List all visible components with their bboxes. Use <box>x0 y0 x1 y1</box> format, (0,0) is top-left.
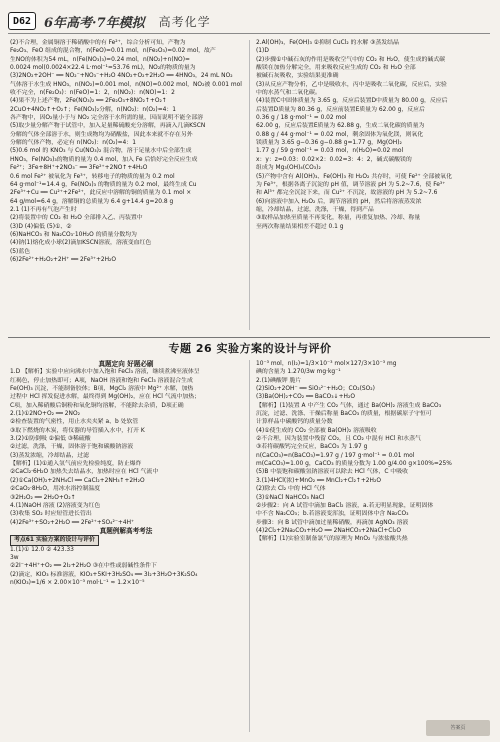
text-line: 3.(2)①防倒吸 ②偏低 ③稀硫酸 <box>10 436 91 443</box>
text-line: 2.(1)①2NO+O₂ ══ 2NO₂ <box>10 411 80 418</box>
subject-title: 高考化学 <box>158 14 211 29</box>
text-line: 2.1 (1)不再有气泡产生时 <box>10 206 77 213</box>
text-line: 真题定向 好题必刷 <box>98 360 154 368</box>
text-line: (4)①使生成的 CO₂ 全部被 Ba(OH)₂ 溶液吸收 <box>256 427 377 434</box>
text-line: 气体溶于水生成 HNO₃，n(NO₂)=0.001 mol，n(NO)=0.002 mol，NO₂被 0.001 mol <box>10 81 242 88</box>
text-line: 0.88 g / 44 g·mol⁻¹ = 0.02 mol，剩余固体为氧化镁，则氧化 <box>256 131 424 138</box>
text-line: 4.(1)NaOH 溶液 (2)溶液变为红色 <box>10 502 101 509</box>
text-line: ②2I⁻+4H⁺+O₂ ══ 2I₂+2H₂O ③在中性或弱碱性条件下 <box>10 563 157 570</box>
text-line: 步骤3：向 B 试管中滴加过量稀硝酸，再滴加 AgNO₃ 溶液 <box>256 519 409 526</box>
text-line: 后装置D质量为 80.36 g，反应前装置E质量为 62.00 g，反应后 <box>256 106 425 113</box>
text-line: 被碱石灰吸收，实验结果更准确 <box>256 73 339 80</box>
text-line: ③取样品加热至质量不再变化，称量，再重复加热、冷却、称量 <box>256 215 421 222</box>
text-line: 缩，冷却结晶，过滤，洗涤，干燥，得到产品 <box>256 206 374 213</box>
text-line: 1.D 【解析】实验中应向沸水中加入饱和 FeCl₃ 溶液，继续煮沸至液体呈 <box>10 369 200 376</box>
text-line: Fe²⁺；3Fe+8H⁺+2NO₃⁻ ══ 3Fe²⁺+2NO↑+4H₂O <box>10 165 148 172</box>
text-line: (3)①NaCl NaHCO₃ NaCl <box>256 494 325 501</box>
text-line: (4)装置C中固体质量为 3.65 g，反应后装置D中质量为 80.00 g，反应后 <box>256 98 448 105</box>
left-column-top <box>10 39 242 264</box>
page-number-badge: D62 <box>8 12 36 30</box>
text-line: m(CaCO₃)=1.00 g，CaCO₃ 的质量分数为 1.00 g/4.00 g×100%=25% <box>256 461 452 468</box>
text-line: 3.(1)4HCl(浓)+MnO₂ ══ MnCl₂+Cl₂↑+2H₂O <box>256 477 381 484</box>
text-line: Fe(OH)₃ 沉淀，不能制备胶体；B项，MgCl₂ 溶液中 Mg²⁺ 水解，加热 <box>10 386 194 393</box>
text-line: ③2H₂O₂ ══ 2H₂O+O₂↑ <box>10 494 76 501</box>
text-line: 1.(1)① 12.0 ② 423.33 <box>10 546 74 553</box>
text-line: 生NO的体积为54 mL，n(Fe(NO₃)₃)=0.24 mol，n(NO₂)+n(NO)= <box>10 56 190 63</box>
text-line: 沉淀，过滤、洗涤、干燥后称量 BaCO₃ 的质量，根据碳原子守恒可 <box>256 411 432 418</box>
text-line: 2.Al(OH)₃，Fe(OH)₃ ②抑制 CuCl₂ 的水解 ③蒸发结晶 <box>256 40 399 46</box>
text-line: (6)向溶液中加入 H₂O₂ 后，调节溶液的 pH，然后将溶液蒸发浓 <box>256 198 422 205</box>
text-line: (6)NaHCO₃ 和 Na₂CO₃·10H₂O 的质量分数均为 <box>10 231 137 238</box>
text-line: (5)蓝色 <box>10 248 31 255</box>
text-line: 2CuO+4NO₂↑+O₂↑；Fe(NO₃)₂分解，n(NO₂)：n(O₂)=4：1 <box>10 106 177 113</box>
text-line: n(KIO₃)=1/6 × 2.00×10⁻³ mol·L⁻¹ ≈ 1.2×10⁻⁵ <box>10 579 145 586</box>
brand-logo-text: 6年高考·7年模拟 <box>44 15 145 31</box>
text-line: ②不合理，因为装置中残留 CO₂，且 CO₂ 中混有 HCl 和水蒸气 <box>256 436 421 443</box>
text-line: HNO₃，Fe(NO₃)₃的物质的量为 0.4 mol，加入 Fe 后恰好完全反应生成 <box>10 156 198 163</box>
topic-title: 专题 26 实验方案的设计与评价 <box>168 342 332 355</box>
text-line: ②CaO₂·8H₂O，用冰水浴控制温度 <box>10 486 101 493</box>
text-line: (2)滴定，KIO₃ 标准溶液，KIO₃+5KI+3H₂SO₄ ══ 3I₂+3H₂O+3K₂SO₄ <box>10 571 198 578</box>
text-line: 2.(1)碘酸钾 脆片 <box>256 377 302 384</box>
text-line: (3)收集 SO₂ 时应短管进长管出 <box>10 511 92 518</box>
text-line: ②检查装置的气密性，用止水夹夹紧 a、b 处软管 <box>10 419 139 426</box>
header-rule <box>8 33 490 34</box>
text-line: (2)不合理，金属铜溶于稀硝酸中的有 Fe²⁺，综合分析可知，产物为 <box>10 40 186 46</box>
text-line: 真题例解高考考法 <box>99 526 153 535</box>
text-line: 中的水蒸气和二氧化碳。 <box>256 90 321 97</box>
text-line: 64 g·mol⁻¹=14.4 g，Fe(NO₃)₃ 的物质的量为 0.2 mol，最终生成 Cu <box>10 181 197 188</box>
text-line: 组成为 Mg₃(OH)₄(CO₃)₂ <box>256 165 321 172</box>
text-line: (6)2Fe²⁺+H₂O₂+2H⁺ ══ 2Fe³⁺+2H₂O <box>10 256 117 263</box>
text-line: n(CaCO₃)=n(BaCO₃)=1.97 g / 197 g·mol⁻¹ = 0.01 mol <box>256 452 415 459</box>
text-line: (3)蒸发浓缩，冷却结晶，过滤 <box>10 452 90 459</box>
text-line: 0.36 g / 18 g·mol⁻¹ = 0.02 mol <box>256 115 347 122</box>
text-line: (2)除去 Cl₂ 中的 HCl 气体 <box>256 486 326 493</box>
text-line: (3)Ba(OH)₂+CO₂ ══ BaCO₃↓+H₂O <box>256 394 355 401</box>
right-column-bottom <box>256 360 488 544</box>
text-line: (4)果不为上述产物，2Fe(NO₃)₂ ══ 2Fe₂O₃+8NO₂↑+O₂↑ <box>10 98 167 105</box>
text-line: ②步骤2：向 A 试管中滴加 BaCl₂ 溶液，a.若无明显现象，证明固体 <box>256 502 434 509</box>
text-line: 过程中 HCl 挥发促进水解，最终得到 Mg(OH)₂，应在 HCl 气流中加热； <box>10 394 201 401</box>
text-line: 0.0024 mol(0.0024×22.4 L·mol⁻¹=53.76 mL)，NO₂的物质的量为 <box>10 65 196 72</box>
text-line: (5)B 中装饱和碳酸氢钠溶液可以除去 HCl 气体，C 中吸收 <box>256 469 408 476</box>
column-separator-bottom <box>249 360 250 732</box>
kaodian-tag: 考点61 实验方案的设计与评价 <box>10 535 99 545</box>
text-line: 分解的气体产物，必定有 n(NO₂)：n(O₂)=4：1 <box>10 140 136 147</box>
text-line: 0.6 mol Fe²⁺ 被氧化为 Fe³⁺，转移电子的物质的量为 0.2 mol <box>10 173 175 180</box>
text-line: 1.77 g / 59 g·mol⁻¹ = 0.03 mol，n(H₂O)=0.02 mol <box>256 148 404 155</box>
text-line: 64 g/mol=6.4 g，溶解铜的总质量为 6.4 g+14.4 g=20.8 g <box>10 198 174 205</box>
text-line: (4)2Cl₂+2Na₂CO₃+H₂O ══ 2NaHCO₃+2NaCl+Cl₂O <box>256 527 402 534</box>
text-line: 各产物中，因O₂量小于与 NO₂ 完全溶于水所需的量，因而说明不能全部溶 <box>10 115 203 122</box>
text-line: 分解的气体全部溶于水，则生成物均为硝酸盐，因此本来就不存在另外 <box>10 131 193 138</box>
text-line: C项，加入稀硝酸后铜粉和氧化铜均溶解，不能除去杂质，D项正确 <box>10 402 184 409</box>
left-column-bottom <box>10 360 242 587</box>
column-separator-top <box>249 40 250 330</box>
text-line: (2)SiO₂+2OH⁻ ══ SiO₃²⁻+H₂O；CO₂(SO₂) <box>256 386 375 393</box>
text-line: (2)①Ca(OH)₂+2NH₄Cl ══ CaCl₂+2NH₃↑+2H₂O <box>10 477 145 484</box>
page-header <box>8 10 488 32</box>
text-line: (3)2NO₂+2OH⁻ ══ NO₂⁻+NO₃⁻+H₂O 4NO₂+O₂+2H₂O ══ 4HNO₃，24 mL NO₂ <box>10 73 233 80</box>
text-line: (4)2Fe³⁺+SO₂+2H₂O ══ 2Fe²⁺+SO₄²⁻+4H⁺ <box>10 519 135 526</box>
text-line: 【解析】(1)①通入氢气前应先检验纯度，防止爆炸 <box>10 461 142 468</box>
text-line: 为 Fe³⁺，根据各离子沉淀的 pH 值，调节溶液 pH 为 5.2~7.6，使 Fe³⁺ <box>256 181 446 188</box>
text-line: 【解析】(1)实验室制备氯气的原理为 MnO₂ 与浓盐酸共热 <box>256 536 408 543</box>
text-line: 62.00 g，反应后装置E质量为 62.88 g，生成二氧化碳的质量为 <box>256 123 425 130</box>
text-line: 中不含 Na₂CO₃；b.若溶液变浑浊，证明固体中含 Na₂CO₃ <box>256 511 409 518</box>
topic-divider <box>8 337 490 338</box>
text-line: ②过滤，洗涤，干燥，固体溶于饱和碳酸钠溶液 <box>10 444 134 451</box>
text-line: ③若将碳酸钙完全反应，BaCO₃ 为 1.97 g <box>256 444 368 451</box>
text-line: ②CaCl₂·6H₂O 加热失去结晶水，加热时应在 HCl 气流中 <box>10 469 159 476</box>
text-line: 3w <box>10 554 19 561</box>
text-line: 10⁻³ mol，n(I₂)=1/3×10⁻³ mol×127/3×10⁻³ mg <box>256 361 397 367</box>
text-line: 2Fe³⁺+Cu ══ Cu²⁺+2Fe²⁺，此反应中溶解的铜的质量为 0.1 mol × <box>10 190 192 197</box>
text-line: (1)D <box>256 48 269 55</box>
text-line: ③取下燃烧的木炭，将仪器的导管插入水中，打开 K <box>10 427 145 434</box>
text-line: (3)D (4)偏低 (5)①、② <box>10 223 72 230</box>
text-line: 红褐色，停止加热即可；A项，NaOH 溶液和饱和 FeCl₃ 溶液混合生成 <box>10 377 193 384</box>
text-line: 和 Al³⁺ 都完全沉淀下来，而 Cu²⁺ 不沉淀，故溶液的 pH 为 5.2~7.6 <box>256 190 438 197</box>
text-line: 镁质量为 3.65 g−0.36 g−0.88 g=1.77 g，Mg(OH)₂ <box>256 140 402 147</box>
text-line: 酸镁在加热分解完全，用来吸收反应生成的 CO₂ 和 H₂O 全部 <box>256 65 416 72</box>
text-line: (5)取少量分解产物于试管中，加入足量稀硫酸充分溶解，再滴入几滴KSCN <box>10 123 206 130</box>
text-line: x：y：z=0.03：0.02×2：0.02=3：4：2，碱式碳酸镁的 <box>256 156 412 163</box>
text-line <box>10 535 242 545</box>
text-line: Fe₂O₃、FeO 组成的混合物，n(FeO)=0.01 mol，n(Fe₂O₃)=0.02 mol，故产 <box>10 48 216 55</box>
text-line: (5)产物中含有 Al(OH)₃、Fe(OH)₃ 和 H₂O₂ 共存时，可使 Fe²⁺ 全部被氧化 <box>256 173 452 180</box>
right-column-top <box>256 39 488 231</box>
text-line: 收不完全，n(Fe₂O₃)：n(FeO)=1：2，n(NO₂)：n(NO)=1：2 <box>10 90 175 97</box>
text-line: (3)从反应产物分析，乙中是吸收水，丙中是吸收二氧化碳，反应后，实验 <box>256 81 447 88</box>
text-line: (2)将装置中的 CO₂ 和 H₂O 全部排入乙、丙装置中 <box>10 215 143 222</box>
footer-watermark: 答案页 <box>426 720 490 736</box>
text-line: 至两次称量结果相差不超过 0.1 g <box>256 223 344 230</box>
text-line: 碘的含量为 1.270/3w mg·kg⁻¹ <box>256 369 341 376</box>
text-line: (4)钠(1)熔化成小球(2)滴加KSCN溶液，溶液变血红色 <box>10 240 152 247</box>
text-line: 【解析】(1)装置 A 中产生 CO₂ 气体，通过 Ba(OH)₂ 溶液生成 BaCO₃ <box>256 402 442 409</box>
text-line: 计算样品中碳酸钙的质量分数 <box>256 419 333 426</box>
text-line: (5)0.6 mol 的 KNO₃ 与 Cu(NO₃)₂ 混合物，溶于足量水中后全部生成 <box>10 148 192 155</box>
text-line: (2)步骤①中碱石灰的作用是吸收空气中的 CO₂ 和 H₂O，使生成的碱式碳 <box>256 56 446 63</box>
